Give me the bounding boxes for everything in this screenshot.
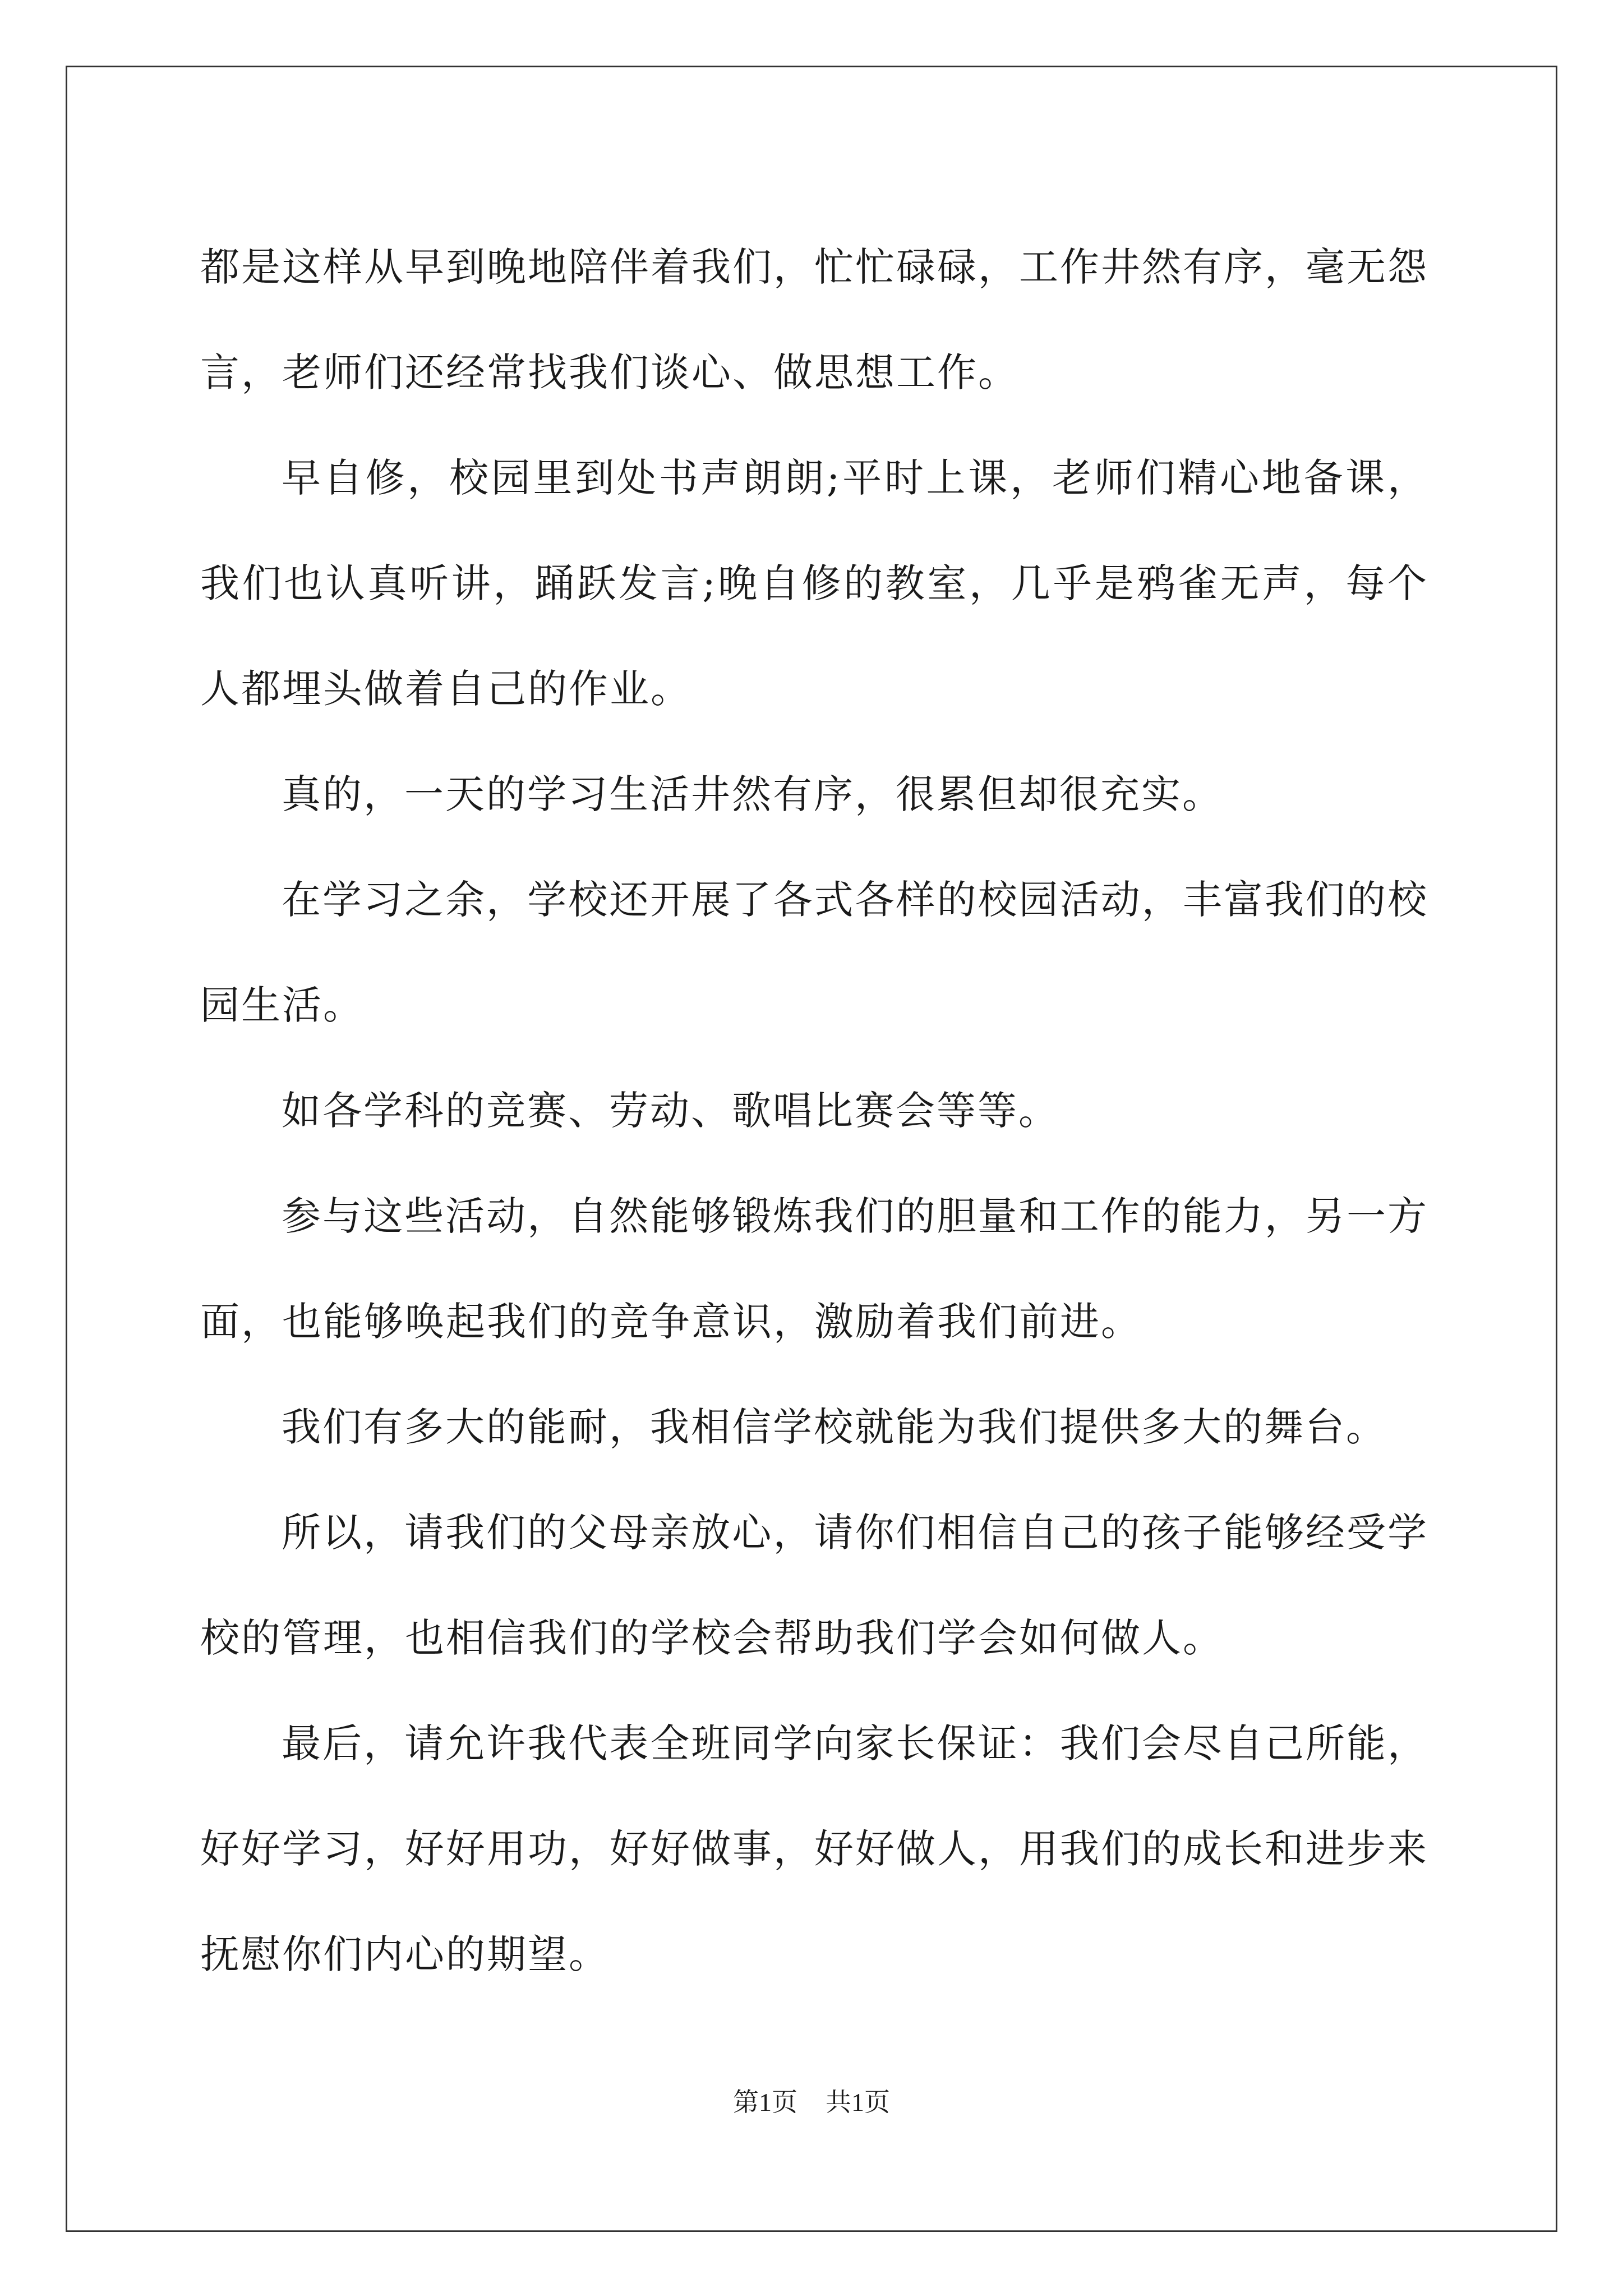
paragraph: 所以，请我们的父母亲放心，请你们相信自己的孩子能够经受学校的管理，也相信我们的学校会帮助我们学会如何做人。: [200, 1510, 1428, 1661]
page-footer: [0, 2086, 1623, 2119]
paragraph: 都是这样从早到晚地陪伴着我们，忙忙碌碌，工作井然有序，毫无怨言，老师们还经常找我们谈心、做思想工作。: [200, 244, 1428, 395]
paragraph: 我们有多大的能耐，我相信学校就能为我们提供多大的舞台。: [282, 1404, 1387, 1450]
page-total: 共1页: [826, 2088, 890, 2116]
paragraph: 参与这些活动，自然能够锻炼我们的胆量和工作的能力，另一方面，也能够唤起我们的竞争意识，激励着我们前进。: [200, 1193, 1428, 1345]
paragraph: 在学习之余，学校还开展了各式各样的校园活动，丰富我们的校园生活。: [200, 877, 1428, 1028]
paragraph: 早自修，校园里到处书声朗朗;平时上课，老师们精心地备课，我们也认真听讲，踊跃发言;晚自修的教室，几乎是鸦雀无声，每个人都埋头做着自己的作业。: [200, 455, 1428, 712]
paragraph: 如各学科的竞赛、劳动、歌唱比赛会等等。: [282, 1088, 1059, 1134]
paragraph: 最后，请允许我代表全班同学向家长保证：我们会尽自己所能，好好学习，好好用功，好好做事，好好做人，用我们的成长和进步来抚慰你们内心的期望。: [200, 1720, 1428, 1977]
paragraph: 真的，一天的学习生活井然有序，很累但却很充实。: [282, 771, 1223, 817]
page-number: 第1页: [733, 2088, 797, 2116]
document-body: [200, 214, 1428, 2007]
